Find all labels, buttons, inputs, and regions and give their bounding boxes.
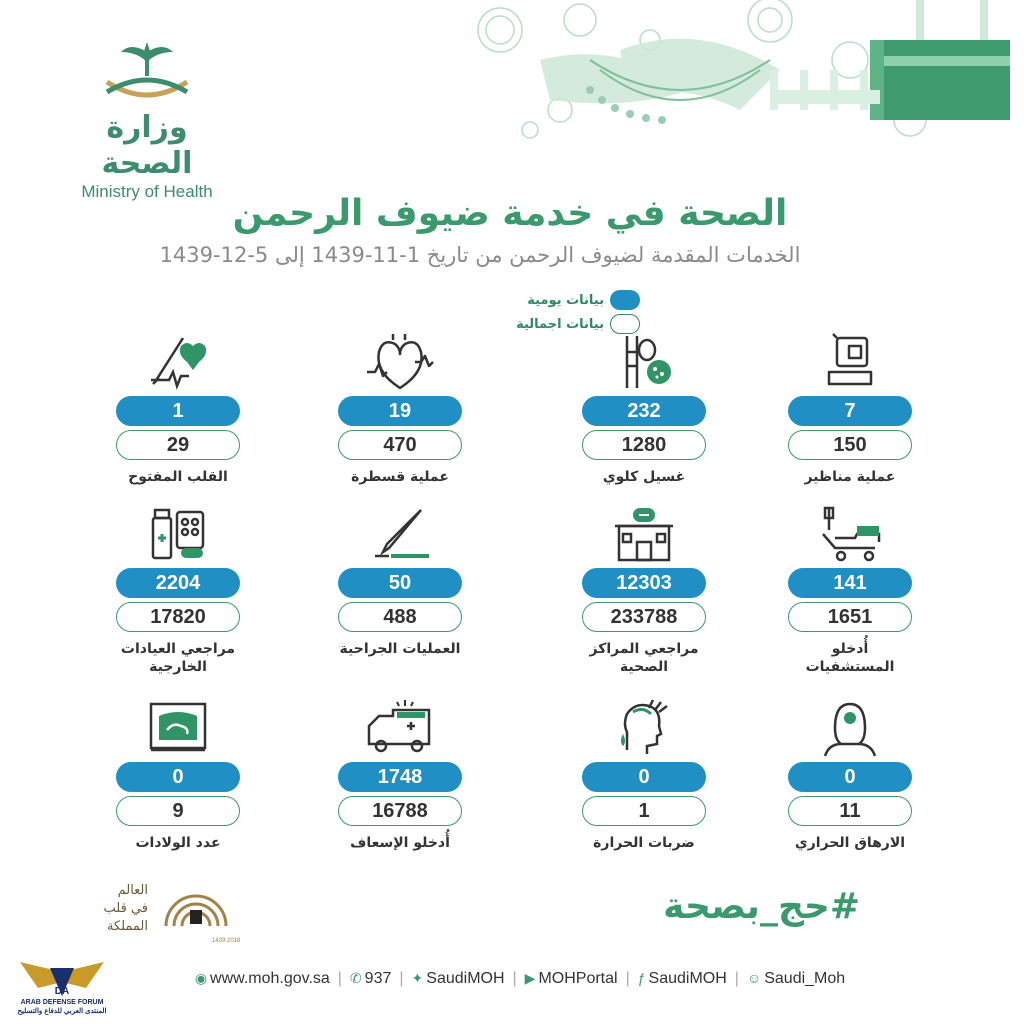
daily-value: 0 (582, 762, 706, 792)
total-value: 150 (788, 430, 912, 460)
logo-english-text: Ministry of Health (81, 182, 213, 201)
health-center-icon (609, 504, 679, 564)
stat-card-endoscopy (788, 332, 912, 486)
ambulance-icon (365, 698, 435, 758)
palm-swords-emblem-icon (87, 38, 207, 104)
stat-card-ambulance (338, 698, 462, 852)
header-artwork (440, 0, 1024, 170)
daily-value: 12303 (582, 568, 706, 598)
footer-snapchat[interactable]: ☺ Saudi_Moh (746, 970, 846, 987)
footer-facebook[interactable]: ƒ SaudiMOH (637, 970, 727, 987)
emblem-line-2: في قلب (103, 901, 148, 916)
stat-card-hospital-admissions (788, 504, 912, 676)
footer-separator: | (625, 970, 630, 987)
stat-card-open-heart (116, 332, 240, 486)
watermark-name: ARAB DEFENSE FORUM (20, 999, 104, 1006)
logo-arabic-text: وزارة الصحة (101, 110, 193, 181)
daily-value: 141 (788, 568, 912, 598)
heat-stroke-icon (609, 698, 679, 758)
total-value: 470 (338, 430, 462, 460)
stat-label: أُدخلو المستشفيات (805, 641, 895, 675)
total-value: 17820 (116, 602, 240, 632)
stat-card-heat-stroke (582, 698, 706, 852)
daily-value: 1748 (338, 762, 462, 792)
legend-total-label: بيانات اجمالية (516, 316, 604, 332)
stat-label: غسيل كلوي (602, 469, 686, 485)
stat-label: ضربات الحرارة (593, 835, 695, 851)
heart-catheter-icon (365, 332, 435, 392)
endoscopy-icon (815, 332, 885, 392)
stat-label: مراجعي العيادات الخارجية (120, 641, 236, 675)
footer-separator: | (734, 970, 739, 987)
footer (180, 966, 860, 992)
stat-card-catheterization (338, 332, 462, 486)
legend-daily-swatch (610, 290, 640, 310)
page-subtitle: الخدمات المقدمة لضيوف الرحمن من تاريخ 1-11-1439 إلى 5-12-1439 (159, 243, 801, 267)
total-value: 233788 (582, 602, 706, 632)
footer-website[interactable]: ◉ www.moh.gov.sa (194, 970, 330, 987)
stat-label: العمليات الجراحية (339, 641, 461, 657)
stat-card-heat-exhaustion (788, 698, 912, 852)
emblem-line-1: العالم (117, 883, 148, 898)
legend-total (516, 314, 640, 334)
stat-label: عدد الولادات (135, 835, 221, 851)
daily-value: 7 (788, 396, 912, 426)
daily-value: 2204 (116, 568, 240, 598)
total-value: 488 (338, 602, 462, 632)
daily-value: 0 (788, 762, 912, 792)
globe-icon: ◉ (194, 970, 208, 986)
footer-separator: | (512, 970, 517, 987)
phone-icon: ✆ (349, 970, 362, 986)
snapchat-icon: ☺ (746, 970, 762, 986)
legend (380, 290, 640, 332)
watermark-arabic: المنتدى العربي للدفاع والتسليح (17, 1008, 107, 1015)
open-heart-icon (143, 332, 213, 392)
kidney-dialysis-icon (609, 332, 679, 392)
twitter-icon: ✦ (411, 970, 424, 986)
footer-twitter[interactable]: ✦ SaudiMOH (411, 970, 505, 987)
total-value: 9 (116, 796, 240, 826)
emblem-years: 1439 2018 (212, 938, 240, 944)
daily-value: 232 (582, 396, 706, 426)
stat-label: الارهاق الحراري (794, 835, 906, 851)
stat-card-surgeries (338, 504, 462, 658)
heat-exhaustion-icon (815, 698, 885, 758)
footer-separator: | (337, 970, 342, 987)
footer-phone[interactable]: ✆ 937 (349, 970, 392, 987)
scalpel-icon (365, 504, 435, 564)
footer-separator: | (399, 970, 404, 987)
legend-daily (527, 290, 640, 310)
medicine-icon (143, 504, 213, 564)
stat-card-outpatient (116, 504, 240, 676)
emblem-text (60, 882, 148, 936)
legend-total-swatch (610, 314, 640, 334)
total-value: 1280 (582, 430, 706, 460)
daily-value: 0 (116, 762, 240, 792)
total-value: 11 (788, 796, 912, 826)
footer-youtube[interactable]: ▶ MOHPortal (524, 970, 618, 987)
total-value: 1651 (788, 602, 912, 632)
stat-label: مراجعي المراكز الصحية (589, 641, 699, 675)
watermark-brand: DA (54, 986, 70, 997)
stat-card-dialysis (582, 332, 706, 486)
stat-label: القلب المفتوح (128, 469, 228, 485)
total-value: 29 (116, 430, 240, 460)
stat-card-births (116, 698, 240, 852)
daily-value: 19 (338, 396, 462, 426)
stat-label: عملية مناظير (804, 469, 896, 485)
stat-label: أُدخلو الإسعاف (350, 835, 450, 851)
stat-label: عملية قسطرة (351, 469, 449, 485)
page-title: الصحة في خدمة ضيوف الرحمن (232, 193, 788, 234)
stat-card-health-centers (582, 504, 706, 676)
moh-logo (62, 38, 232, 201)
watermark-text (6, 998, 118, 1016)
daily-value: 50 (338, 568, 462, 598)
hospital-bed-icon (815, 504, 885, 564)
hajj-emblem-icon (160, 876, 240, 946)
emblem-line-3: المملكة (106, 919, 148, 934)
total-value: 1 (582, 796, 706, 826)
daily-value: 1 (116, 396, 240, 426)
ultrasound-icon (143, 698, 213, 758)
legend-daily-label: بيانات يومية (527, 292, 604, 308)
youtube-icon: ▶ (524, 970, 536, 986)
hashtag: #حج_بصحة (663, 886, 860, 927)
facebook-icon: ƒ (637, 970, 646, 986)
total-value: 16788 (338, 796, 462, 826)
